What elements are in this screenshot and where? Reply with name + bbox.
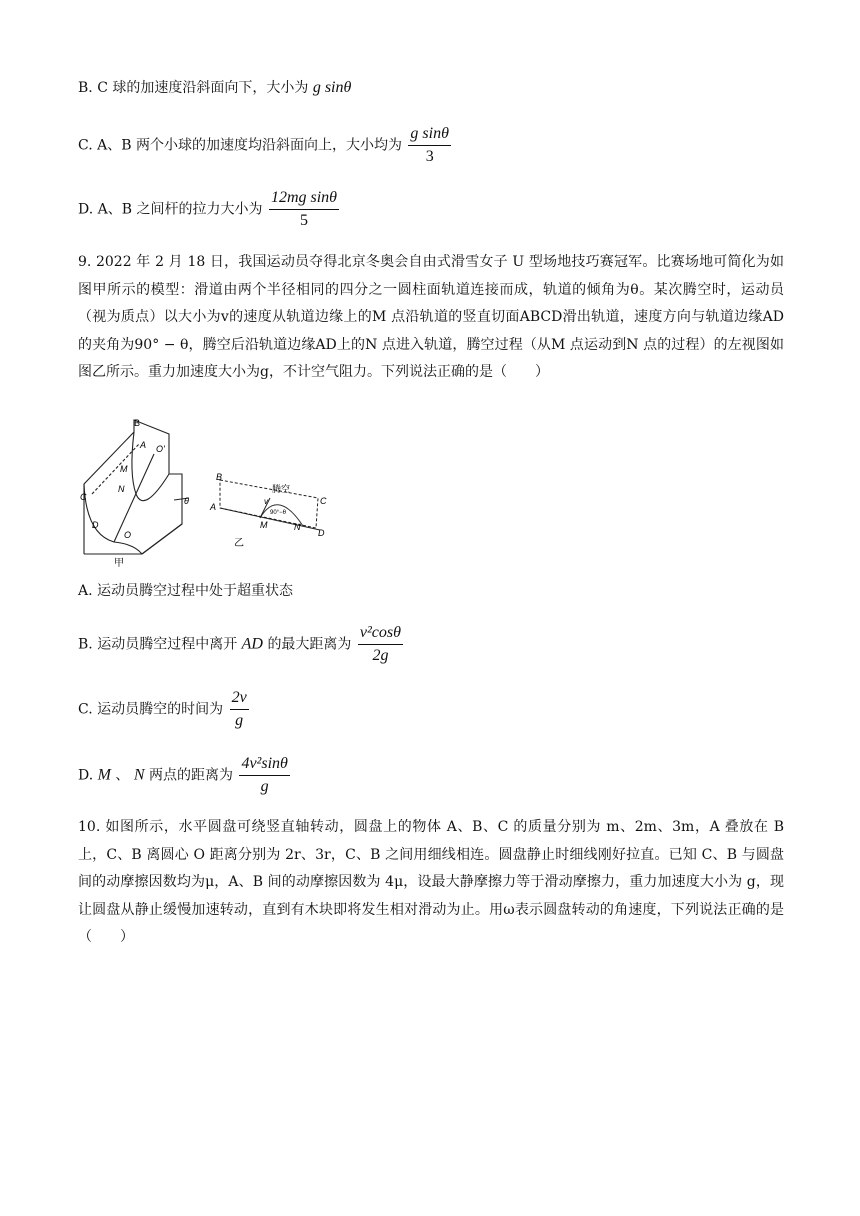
q9-stem: 9. 2022 年 2 月 18 日，我国运动员夺得北京冬奥会自由式滑雪女子 U 型场地技巧赛冠军。比赛场地可简化为如图甲所示的模型：滑道由两个半径相同的四分之一圆柱面轨道连接而成，轨道的倾角为θ。某次腾空时，运动员（视为质点）以大小为v的速度从轨道边缘上的M 点沿轨道的竖直切面ABCD滑出轨道，速度方向与轨道边缘AD的夹角为90° − θ，腾空后沿轨道边缘AD上的N 点进入轨道，腾空过程（从M 点运动到N 点的过程）的左视图如图乙所示。重力加速度大小为g，不计空气阻力。下列说法正确的是（ ）	[78, 254, 784, 380]
fraction-numerator: g sinθ	[408, 124, 451, 146]
label-theta: θ	[184, 496, 189, 506]
option-text-tail: 两点的距离为	[149, 767, 233, 784]
separator: 、	[115, 767, 130, 784]
label-a: A	[210, 502, 217, 512]
label-b: B	[134, 418, 141, 428]
fraction	[239, 754, 289, 797]
fraction-denominator: g	[235, 712, 244, 729]
option-text: A. 运动员腾空过程中处于超重状态	[78, 583, 294, 599]
q8-option-c	[78, 124, 453, 167]
q8-option-d	[78, 188, 341, 231]
caption-jia: 甲	[114, 558, 124, 569]
label-n: N	[294, 522, 301, 532]
label-tengkong: 腾空	[272, 484, 291, 494]
q10-stem: 10. 如图所示，水平圆盘可绕竖直轴转动，圆盘上的物体 A、B、C 的质量分别为 m、2m、3m，A 叠放在 B 上，C、B 离圆心 O 距离分别为 2r、3r，C、B 之间用细线相连。圆盘静止时细线刚好拉直。已知 C、B 与圆盘间的动摩擦因数均为μ，A、B 间的动摩擦因数为 4μ，设最大静摩擦力等于滑动摩擦力，重力加速度大小为 g，现让圆盘从静止缓慢加速转动，直到有木块即将发生相对滑动为止。用ω表示圆盘转动的角速度，下列说法正确的是（ ）	[78, 819, 784, 945]
option-text-tail: 的最大距离为	[267, 636, 352, 653]
fraction-denominator: g	[260, 778, 269, 795]
fraction-denominator: 2g	[372, 647, 389, 664]
option-text: C. A、B 两个小球的加速度均沿斜面向上，大小均为	[78, 137, 402, 154]
fraction-denominator: 3	[425, 148, 434, 165]
q9-option-a	[78, 581, 293, 601]
fraction	[358, 623, 403, 666]
q9-option-d	[78, 754, 292, 797]
figure-jia	[74, 414, 194, 570]
label-o-prime: O'	[156, 444, 165, 454]
math-n: N	[133, 766, 145, 784]
label-n: N	[118, 484, 125, 494]
label-b: B	[216, 472, 223, 482]
label-c: C	[80, 492, 87, 502]
label-angle: 90°−θ	[270, 510, 286, 516]
fraction	[269, 188, 339, 231]
option-text: B. C 球的加速度沿斜面向下，大小为	[78, 80, 309, 96]
fraction	[230, 688, 249, 731]
label-o: O	[124, 530, 132, 540]
fraction-numerator: 12mg sinθ	[269, 188, 339, 210]
fraction-numerator: 4v²sinθ	[239, 754, 289, 776]
fraction	[408, 124, 451, 167]
label-a: A	[140, 440, 147, 450]
label-m: M	[260, 520, 268, 530]
q9-option-c	[78, 688, 251, 731]
fraction-numerator: 2v	[230, 688, 249, 710]
label-d: D	[318, 528, 325, 538]
figure-yi	[208, 468, 338, 550]
math-expression: g sinθ	[312, 79, 352, 96]
caption-yi: 乙	[234, 538, 244, 549]
math-m: M	[97, 766, 111, 784]
fraction-numerator: v²cosθ	[358, 623, 403, 645]
q9-option-b	[78, 623, 405, 666]
math-ad: AD	[241, 635, 263, 653]
option-text: D.	[78, 767, 94, 784]
label-m: M	[120, 464, 128, 474]
option-text: D. A、B 之间杆的拉力大小为	[78, 201, 263, 218]
fraction-denominator: 5	[299, 212, 308, 229]
q8-option-b	[78, 78, 351, 98]
label-v: v	[264, 497, 268, 506]
option-text: C. 运动员腾空的时间为	[78, 701, 224, 718]
label-c: C	[320, 496, 327, 506]
label-d: D	[92, 520, 99, 530]
option-text: B. 运动员腾空过程中离开	[78, 636, 238, 653]
